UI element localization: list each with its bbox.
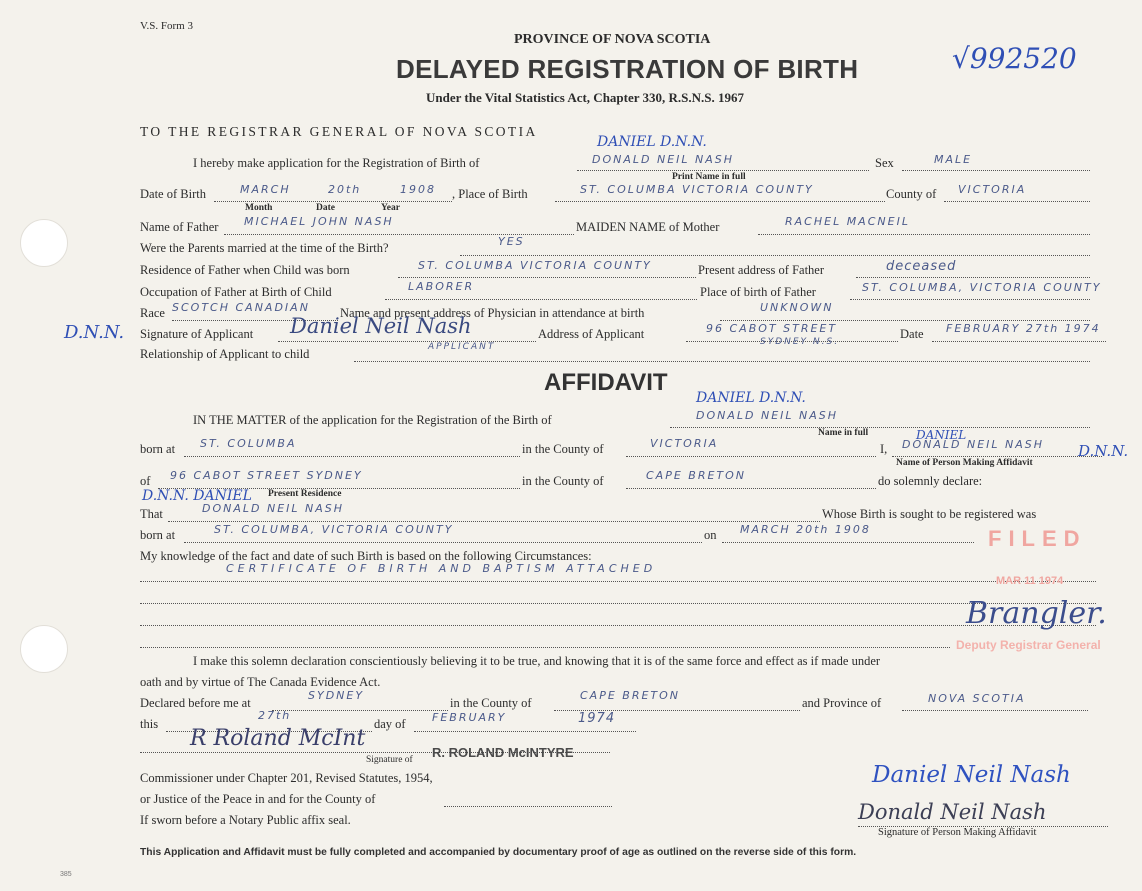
margin-initials: D.N.N.	[64, 322, 125, 343]
address-applicant: 96 CABOT STREET	[706, 322, 838, 335]
footer-code: 385	[60, 871, 72, 878]
affidavit-title: AFFIDAVIT	[544, 369, 668, 396]
married-line	[460, 255, 1090, 256]
affiant-initials: D.N.N.	[1078, 442, 1129, 460]
commissioner-line-2: or Justice of the Peace in and for the County of	[140, 792, 376, 806]
affidavit-county2: CAPE BRETON	[646, 469, 747, 482]
deputy-signature: Brangler.	[966, 596, 1107, 631]
father-label: Name of Father	[140, 220, 219, 234]
father-birthplace-line	[850, 299, 1090, 300]
county-of-label: in the County of	[522, 442, 604, 456]
born-at2: ST. COLUMBA, VICTORIA COUNTY	[214, 523, 454, 536]
born-at2-label: born at	[140, 528, 176, 542]
filed-stamp: FILED	[988, 526, 1087, 551]
born-at2-line	[184, 542, 702, 543]
name-full-hint: Name in full	[818, 428, 869, 438]
that-label: That	[140, 507, 163, 521]
whose-label: Whose Birth is sought to be registered was	[822, 507, 1037, 521]
form-id: V.S. Form 3	[140, 20, 193, 32]
race-value: SCOTCH CANADIAN	[172, 301, 310, 314]
relationship: APPLICANT	[428, 342, 496, 352]
declaration-line-2: oath and by virtue of The Canada Evidence Act.	[140, 675, 381, 689]
sig-applicant-line	[278, 341, 536, 342]
that-name: DONALD NEIL NASH	[202, 502, 345, 515]
application-date: FEBRUARY 27th 1974	[946, 322, 1101, 335]
affidavit-county3: CAPE BRETON	[580, 689, 681, 702]
affiant-name: DONALD NEIL NASH	[902, 438, 1045, 451]
circumstances-line-3	[140, 625, 1096, 626]
circumstances-line-2	[140, 603, 1096, 604]
born-on-line	[722, 542, 974, 543]
that-correction: D.N.N. DANIEL	[142, 488, 252, 504]
father-birthplace-label: Place of birth of Father	[700, 285, 816, 299]
circumstances-line-4	[140, 647, 950, 648]
father-name: MICHAEL JOHN NASH	[244, 215, 394, 228]
affiant-signature-daniel: Daniel Neil Nash	[872, 762, 1071, 788]
province-label: and Province of	[802, 696, 882, 710]
date-line	[932, 341, 1106, 342]
jp-county-line	[444, 806, 612, 807]
physician-label: Name and present address of Physician in attendance at birth	[340, 306, 645, 320]
county-value: VICTORIA	[958, 183, 1027, 196]
commissioner-stamp: R. ROLAND McINTYRE	[432, 745, 574, 760]
name-line	[577, 170, 869, 171]
relationship-label: Relationship of Applicant to child	[140, 347, 310, 361]
sex-label: Sex	[875, 156, 894, 170]
punch-hole-top	[20, 219, 68, 267]
county-of-line	[626, 456, 876, 457]
declared-line	[272, 710, 448, 711]
knowledge-label: My knowledge of the fact and date of such Birth is based on the following Circumstances:	[140, 549, 592, 563]
child-name: DONALD NEIL NASH	[592, 153, 735, 166]
solemnly-label: do solemnly declare:	[878, 474, 983, 488]
mother-name: RACHEL MACNEIL	[785, 215, 910, 228]
deputy-title-stamp: Deputy Registrar General	[956, 638, 1101, 652]
born-on: MARCH 20th 1908	[740, 523, 871, 536]
province-heading: PROVINCE OF NOVA SCOTIA	[514, 32, 711, 47]
affiant-residence: 96 CABOT STREET SYDNEY	[170, 469, 363, 482]
occupation: LABORER	[408, 280, 475, 293]
month-hint: Month	[245, 203, 273, 213]
married-label: Were the Parents married at the time of the Birth?	[140, 241, 389, 255]
applicant-signature: Daniel Neil Nash	[290, 314, 472, 338]
physician: UNKNOWN	[760, 301, 834, 314]
place-birth: ST. COLUMBA VICTORIA COUNTY	[580, 183, 814, 196]
date-hint: Date	[316, 203, 335, 213]
county-line	[944, 201, 1090, 202]
dob-line	[214, 201, 452, 202]
filed-date-stamp: MAR 11 1974	[996, 575, 1064, 587]
affiant-signature-donald: Donald Neil Nash	[858, 800, 1047, 824]
month-line	[414, 731, 636, 732]
present-residence-hint: Present Residence	[268, 489, 342, 499]
address-city: SYDNEY N.S.	[760, 337, 840, 347]
place-birth-line	[555, 201, 885, 202]
of-label: of	[140, 474, 151, 488]
dob-label: Date of Birth	[140, 187, 206, 201]
circumstances: CERTIFICATE OF BIRTH AND BAPTISM ATTACHED	[226, 562, 657, 575]
residence-father-line	[398, 277, 696, 278]
declared-at: SYDNEY	[308, 689, 365, 702]
form-subtitle: Under the Vital Statistics Act, Chapter 330, R.S.N.S. 1967	[426, 90, 745, 105]
footer-note: This Application and Affidavit must be fully completed and accompanied by documentary proof of age as outlined on the reverse side of this form.	[140, 847, 857, 858]
physician-line	[720, 320, 1090, 321]
sex-line	[902, 170, 1090, 171]
occupation-label: Occupation of Father at Birth of Child	[140, 285, 332, 299]
punch-hole-bottom	[20, 625, 68, 673]
occupation-line	[385, 299, 697, 300]
residence-father: ST. COLUMBA VICTORIA COUNTY	[418, 259, 652, 272]
date-label: Date	[900, 327, 924, 341]
sig-person-hint: Signature of Person Making Affidavit	[878, 827, 1037, 838]
this-label: this	[140, 717, 159, 731]
affidavit-province: NOVA SCOTIA	[928, 692, 1026, 705]
declared-year: 1974	[578, 711, 616, 726]
i-label: I,	[880, 442, 888, 456]
affiant-correction: DANIEL	[916, 428, 967, 442]
province-line	[902, 710, 1088, 711]
sig-applicant-label: Signature of Applicant	[140, 327, 254, 341]
affiant-line	[892, 456, 1102, 457]
year-hint: Year	[381, 203, 400, 213]
declaration-line-1: I make this solemn declaration conscientiously believing it to be true, and knowing that it is of the same force and effect as if made under	[193, 654, 881, 668]
race-label: Race	[140, 306, 165, 320]
mother-line	[758, 234, 1090, 235]
person-making-hint: Name of Person Making Affidavit	[896, 458, 1033, 468]
declared-day: 27th	[258, 709, 292, 722]
form-title: DELAYED REGISTRATION OF BIRTH	[396, 54, 859, 84]
present-father-label: Present address of Father	[698, 263, 825, 277]
county3-label: in the County of	[450, 696, 532, 710]
dob-year: 1908	[400, 183, 436, 196]
affidavit-county: VICTORIA	[650, 437, 719, 450]
born-at: ST. COLUMBA	[200, 437, 297, 450]
present-father-line	[856, 277, 1090, 278]
mother-label: MAIDEN NAME of Mother	[576, 220, 720, 234]
matter-label: IN THE MATTER of the application for the Registration of the Birth of	[193, 413, 552, 427]
born-at-label: born at	[140, 442, 176, 456]
dob-month: MARCH	[240, 183, 291, 196]
commissioner-line-3: If sworn before a Notary Public affix seal.	[140, 813, 351, 827]
county-of2-label: in the County of	[522, 474, 604, 488]
declared-label: Declared before me at	[140, 696, 251, 710]
circumstances-line-1	[140, 581, 1096, 582]
affidavit-name: DONALD NEIL NASH	[696, 409, 839, 422]
sig-of-hint: Signature of	[366, 755, 413, 765]
address-applicant-label: Address of Applicant	[538, 327, 645, 341]
dob-day: 20th	[328, 183, 362, 196]
to-registrar: TO THE REGISTRAR GENERAL OF NOVA SCOTIA	[140, 124, 538, 139]
commissioner-line-1: Commissioner under Chapter 201, Revised Statutes, 1954,	[140, 771, 433, 785]
married-value: YES	[498, 235, 525, 248]
on-label: on	[704, 528, 717, 542]
that-line	[168, 521, 820, 522]
county-label: County of	[886, 187, 937, 201]
place-birth-label: , Place of Birth	[452, 187, 528, 201]
declared-month: FEBRUARY	[432, 711, 507, 724]
matter-line	[670, 427, 1090, 428]
father-birthplace: ST. COLUMBA, VICTORIA COUNTY	[862, 281, 1102, 294]
sex-value: MALE	[934, 153, 973, 166]
child-name-correction: DANIEL D.N.N.	[597, 134, 707, 150]
print-name-hint: Print Name in full	[672, 172, 746, 182]
commissioner-signature: R Roland McInt	[190, 726, 366, 751]
residence-father-label: Residence of Father when Child was born	[140, 263, 350, 277]
registration-number: √992520	[952, 42, 1077, 75]
apply-label: I hereby make application for the Registration of Birth of	[193, 156, 480, 170]
present-father: deceased	[886, 259, 957, 274]
relationship-line	[354, 361, 1090, 362]
county2-line	[626, 488, 876, 489]
day-of-label: day of	[374, 717, 406, 731]
born-at-line	[184, 456, 520, 457]
affidavit-name-correction: DANIEL D.N.N.	[696, 390, 806, 406]
